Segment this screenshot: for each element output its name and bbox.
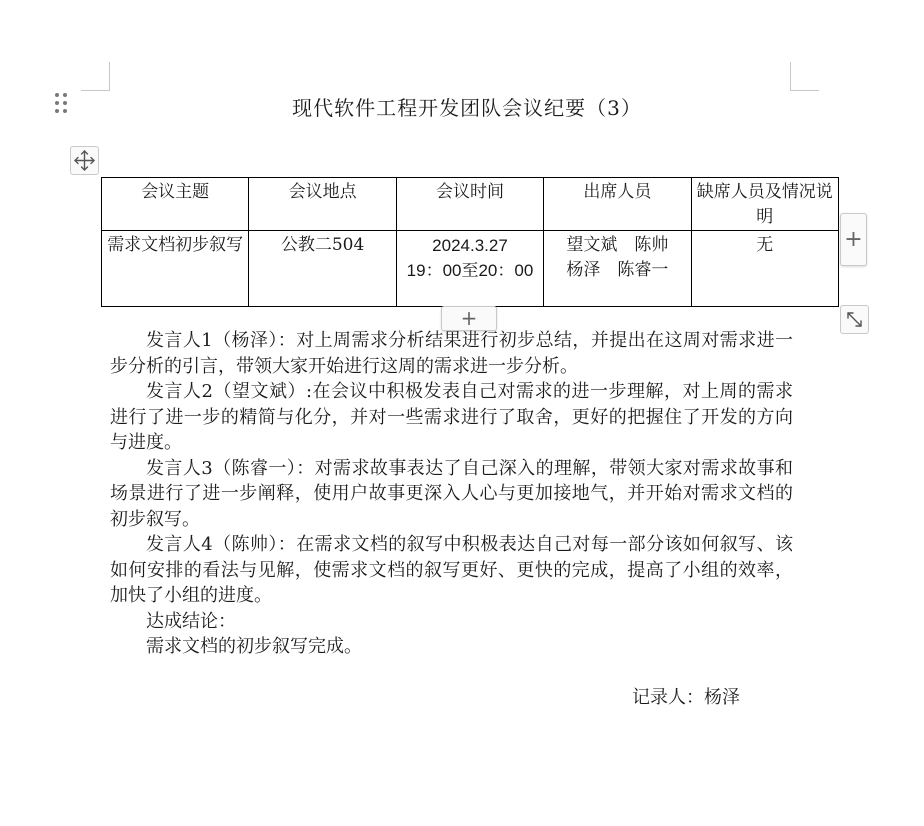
cell-absent[interactable]: 无	[691, 231, 838, 307]
header-location[interactable]: 会议地点	[249, 178, 396, 231]
speaker-paragraph: 发言人4（陈帅）：在需求文档的叙写中积极表达自己对每一部分该如何叙写、该如何安排的看法与见解，使需求文档的叙写更好、更快的完成，提高了小组的效率，加快了小组的进度。	[110, 534, 793, 606]
page-corner-mark-top-left	[81, 62, 110, 91]
recorder-signature: 记录人：杨泽	[632, 687, 740, 708]
meeting-date: 2024.3.27	[432, 236, 508, 255]
speaker-paragraph: 发言人1（杨泽）：对上周需求分析结果进行初步总结，并提出在这周对需求进一步分析的引言，带领大家开始进行这周的需求进一步分析。	[110, 330, 793, 377]
attendees-line: 望文斌 陈帅	[566, 235, 669, 255]
document-title: 现代软件工程开发团队会议纪要（3）	[292, 96, 642, 120]
table-row	[102, 231, 839, 307]
conclusion-text: 需求文档的初步叙写完成。	[146, 636, 362, 657]
page-corner-mark-top-right	[790, 62, 819, 91]
header-attendees[interactable]: 出席人员	[544, 178, 691, 231]
header-topic[interactable]: 会议主题	[102, 178, 249, 231]
cell-time[interactable]	[396, 231, 543, 307]
add-column-icon[interactable]: +	[840, 213, 867, 266]
conclusion-heading: 达成结论：	[146, 610, 236, 632]
header-time[interactable]: 会议时间	[396, 178, 543, 231]
speaker-paragraph: 发言人2（望文斌）:在会议中积极发表自己对需求的进一步理解，对上周的需求进行了进一步的精简与化分，并对一些需求进行了取舍，更好的把握住了开发的方向与进度。	[110, 381, 793, 453]
attendees-line: 杨泽 陈睿一	[566, 260, 669, 280]
meeting-time: 19：00至20：00	[406, 261, 534, 280]
meeting-info-table	[101, 177, 839, 307]
add-row-icon[interactable]: +	[441, 306, 497, 331]
cell-topic[interactable]: 需求文档初步叙写	[102, 231, 249, 307]
cell-location[interactable]: 公教二504	[249, 231, 396, 307]
meeting-content	[110, 328, 793, 660]
move-table-icon[interactable]	[70, 146, 99, 175]
header-absent[interactable]: 缺席人员及情况说明	[691, 178, 838, 231]
cell-attendees[interactable]	[544, 231, 691, 307]
table-header-row	[102, 178, 839, 231]
resize-table-icon[interactable]	[840, 305, 869, 334]
speaker-paragraph: 发言人3（陈睿一）：对需求故事表达了自己深入的理解，带领大家对需求故事和场景进行了进一步阐释，使用户故事更深入人心与更加接地气，并开始对需求文档的初步叙写。	[110, 457, 793, 530]
